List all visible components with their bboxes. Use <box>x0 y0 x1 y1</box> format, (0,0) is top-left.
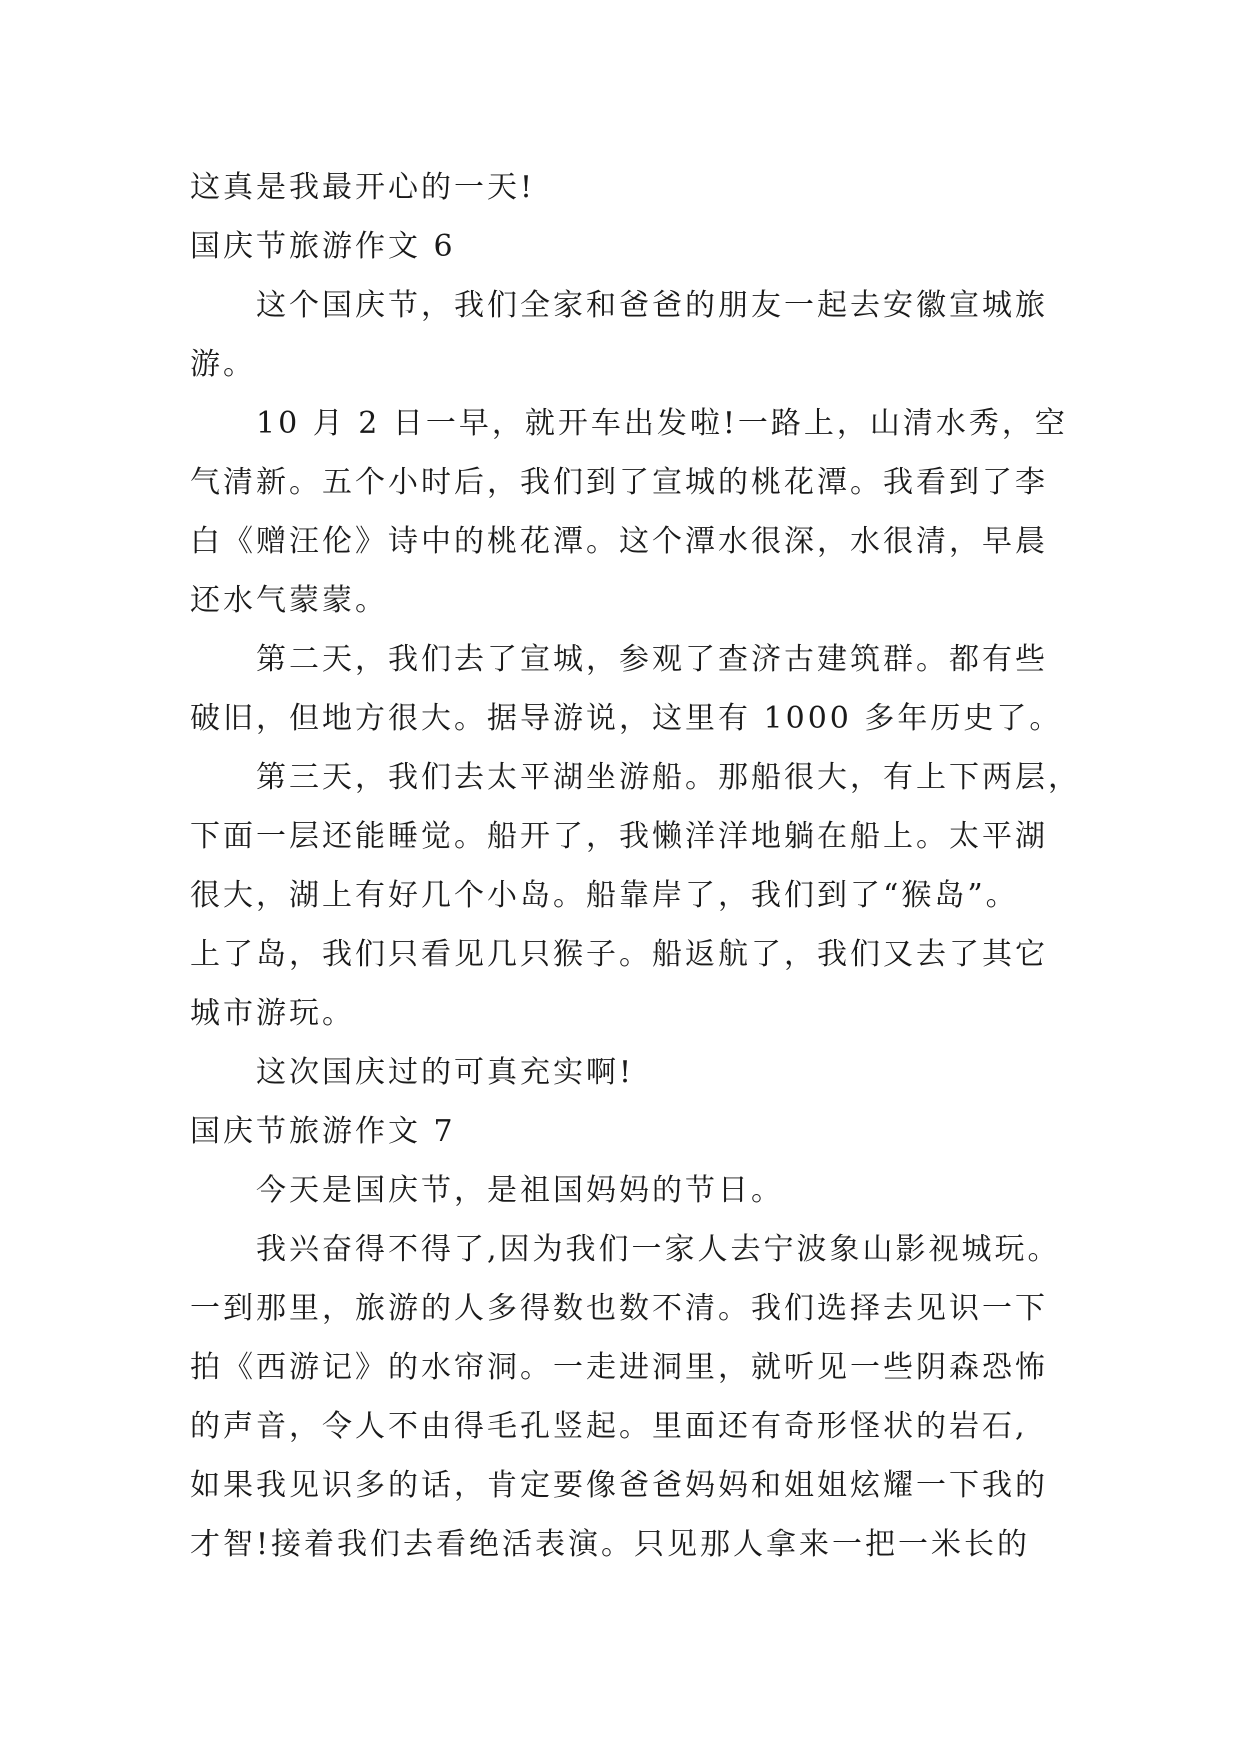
body-text-line: 上了岛，我们只看见几只猴子。船返航了，我们又去了其它 <box>190 937 1048 972</box>
body-text-line: 这真是我最开心的一天! <box>190 170 536 205</box>
body-text-line: 才智!接着我们去看绝活表演。只见那人拿来一把一米长的 <box>190 1527 1031 1562</box>
section-heading: 国庆节旅游作文 6 <box>190 229 456 264</box>
body-text-line: 10 月 2 日一早，就开车出发啦!一路上，山清水秀，空 <box>256 406 1068 441</box>
body-text-line: 很大，湖上有好几个小岛。船靠岸了，我们到了“猴岛”。 <box>190 878 1019 913</box>
body-text-line: 我兴奋得不得了,因为我们一家人去宁波象山影视城玩。 <box>256 1232 1061 1267</box>
body-text-line: 第二天，我们去了宣城，参观了查济古建筑群。都有些 <box>256 642 1048 677</box>
body-text-line: 的声音，令人不由得毛孔竖起。里面还有奇形怪状的岩石, <box>190 1409 1028 1444</box>
body-text-line: 这次国庆过的可真充实啊! <box>256 1055 635 1090</box>
body-text-line: 一到那里，旅游的人多得数也数不清。我们选择去见识一下 <box>190 1291 1048 1326</box>
body-text-line: 破旧，但地方很大。据导游说，这里有 1000 多年历史了。 <box>190 701 1063 736</box>
body-text-line: 气清新。五个小时后，我们到了宣城的桃花潭。我看到了李 <box>190 465 1048 500</box>
body-text-line: 还水气蒙蒙。 <box>190 583 388 618</box>
body-text-line: 这个国庆节，我们全家和爸爸的朋友一起去安徽宣城旅 <box>256 288 1048 323</box>
body-text-line: 今天是国庆节，是祖国妈妈的节日。 <box>256 1173 784 1208</box>
body-text-line: 第三天，我们去太平湖坐游船。那船很大，有上下两层， <box>256 760 1081 795</box>
body-text-line: 白《赠汪伦》诗中的桃花潭。这个潭水很深，水很清，早晨 <box>190 524 1048 559</box>
section-heading: 国庆节旅游作文 7 <box>190 1114 456 1149</box>
body-text-line: 如果我见识多的话，肯定要像爸爸妈妈和姐姐炫耀一下我的 <box>190 1468 1048 1503</box>
body-text-line: 城市游玩。 <box>190 996 355 1031</box>
body-text-line: 下面一层还能睡觉。船开了，我懒洋洋地躺在船上。太平湖 <box>190 819 1048 854</box>
body-text-line: 游。 <box>190 347 256 382</box>
body-text-line: 拍《西游记》的水帘洞。一走进洞里，就听见一些阴森恐怖 <box>190 1350 1048 1385</box>
document-body <box>190 158 1081 1574</box>
